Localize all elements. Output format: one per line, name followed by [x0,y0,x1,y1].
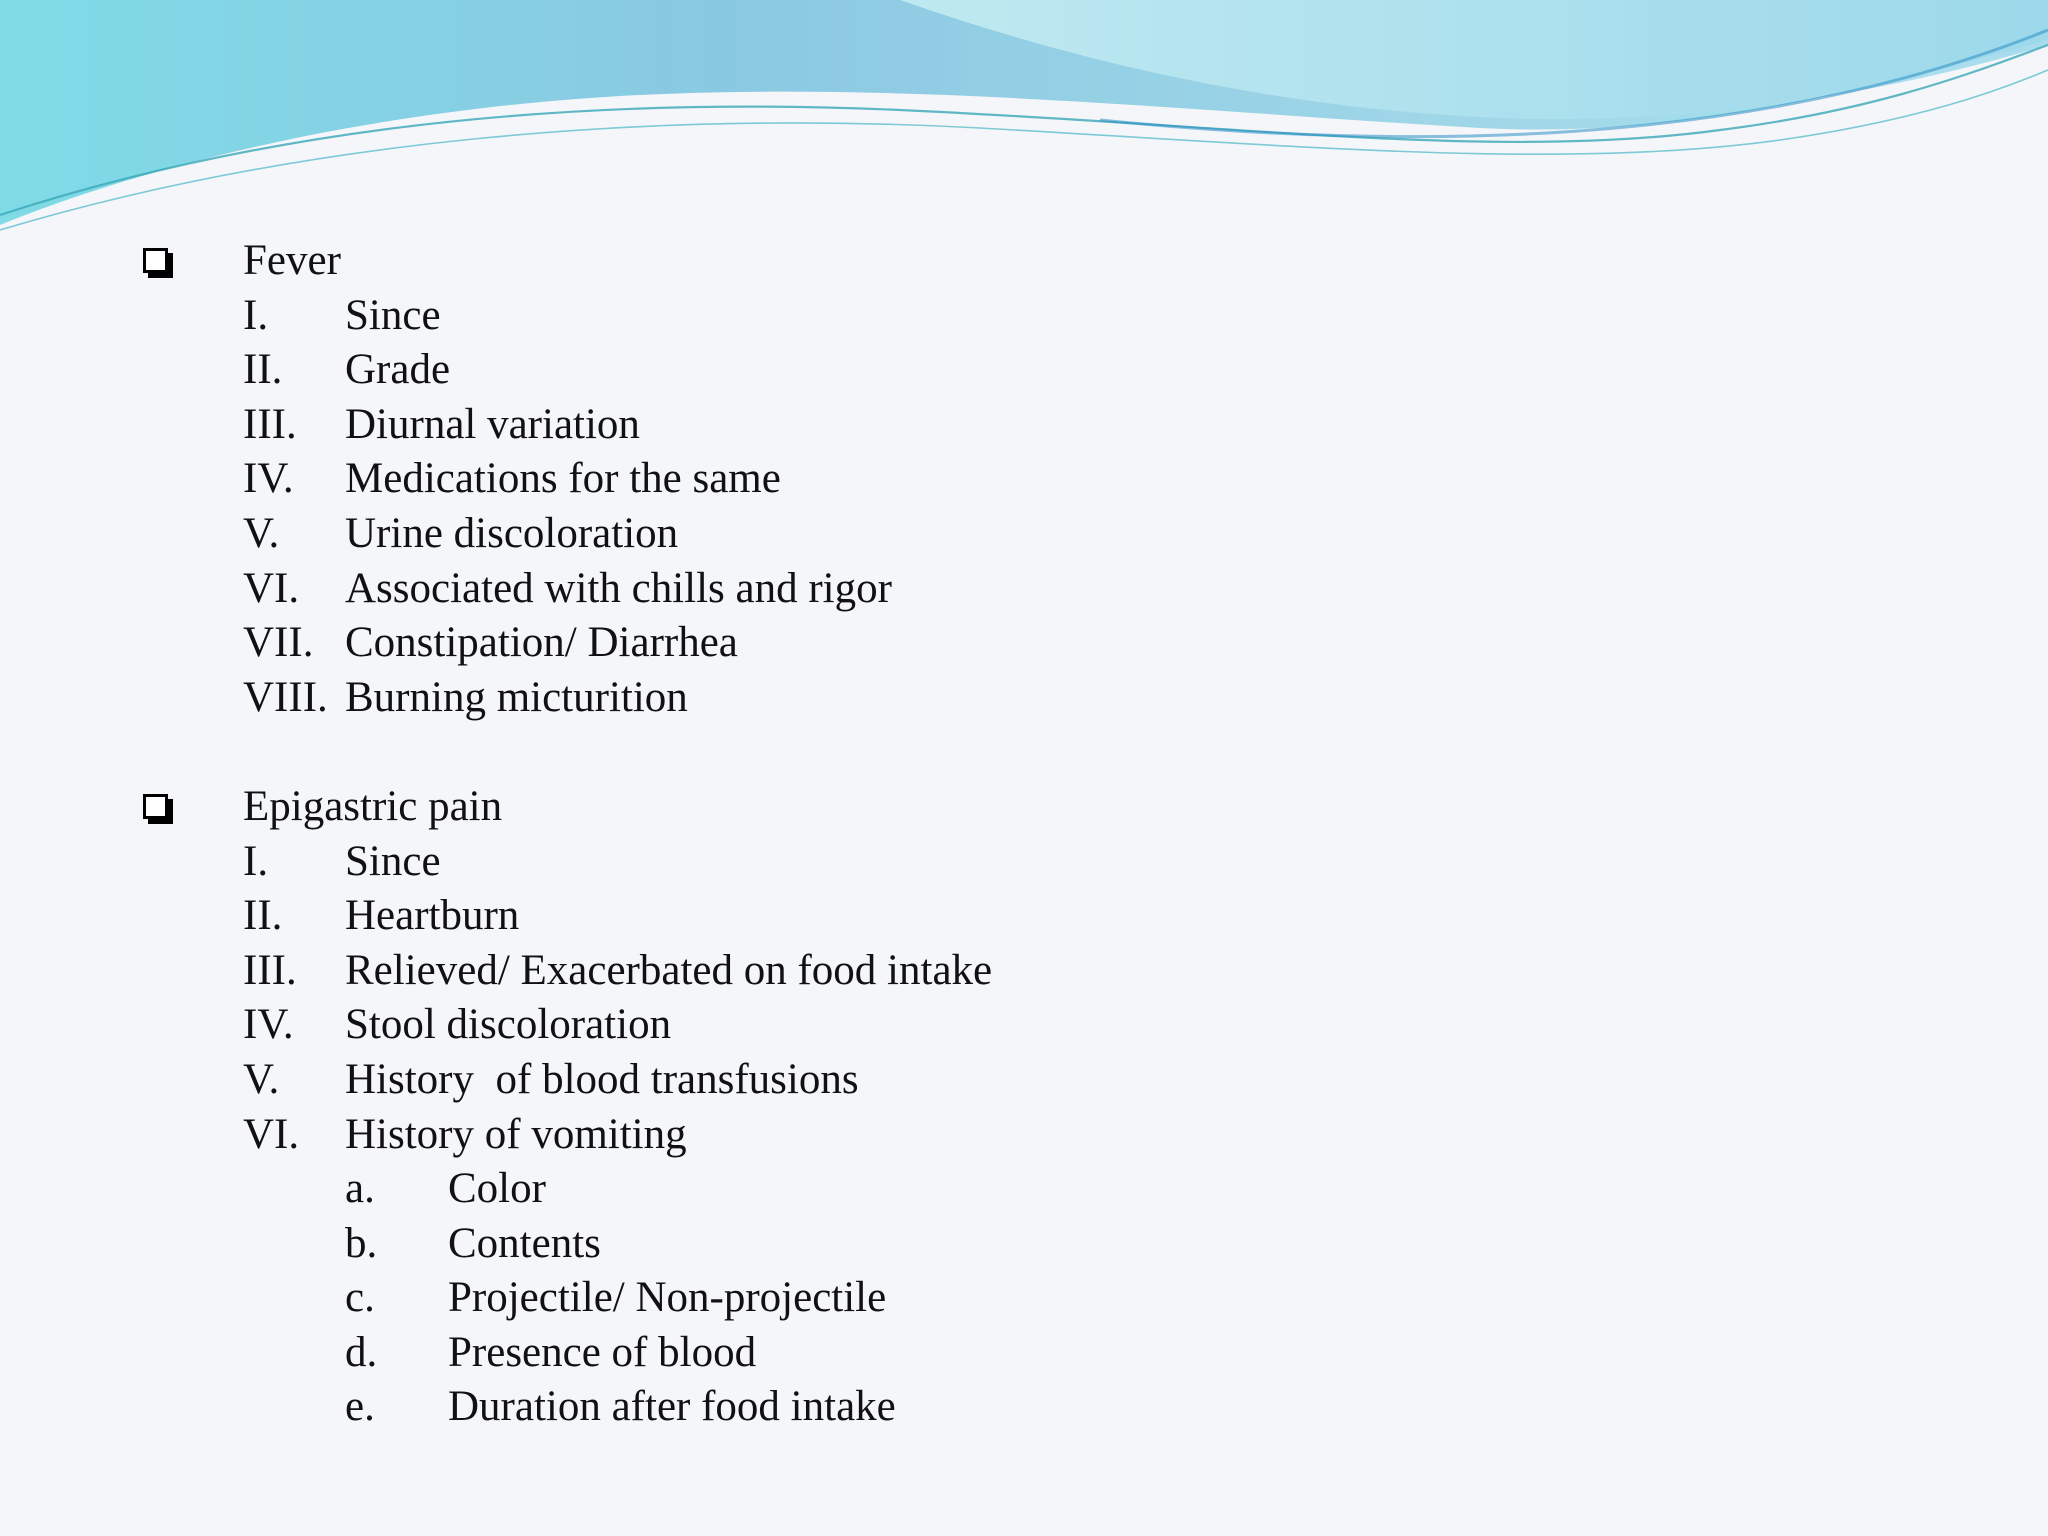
list-item-text: Grade [345,346,451,394]
list-item-text: History of vomiting [345,1110,687,1158]
roman-numeral: IV. [243,455,294,503]
roman-numeral: VIII. [243,673,328,721]
sub-item-letter: b. [345,1219,378,1267]
sub-item-text: Projectile/ Non-projectile [448,1274,887,1322]
sub-item-text: Duration after food intake [448,1383,896,1431]
list-item-text: Associated with chills and rigor [345,564,892,612]
list-item-text: Relieved/ Exacerbated on food intake [345,946,993,994]
sub-item-text: Presence of blood [448,1328,757,1376]
roman-numeral: I. [243,837,269,885]
hollow-square-bullet-icon [143,794,168,819]
roman-numeral: VII. [243,619,314,667]
list-item-text: Diurnal variation [345,400,640,448]
roman-numeral: II. [243,346,283,394]
roman-numeral: VI. [243,1110,300,1158]
sub-item-text: Color [448,1165,546,1213]
list-item-text: Medications for the same [345,455,781,503]
list-item-text: Burning micturition [345,673,688,721]
section-title: Epigastric pain [243,782,503,830]
sub-item-letter: c. [345,1274,375,1322]
list-item-text: Heartburn [345,892,520,940]
roman-numeral: V. [243,1055,280,1103]
sub-item-letter: e. [345,1383,375,1431]
roman-numeral: I. [243,291,269,339]
sub-item-letter: a. [345,1165,375,1213]
section-title: Fever [243,237,341,284]
sub-item-text: Contents [448,1219,601,1267]
list-item-text: Urine discoloration [345,509,679,557]
roman-numeral: III. [243,946,297,994]
roman-numeral: VI. [243,564,300,612]
list-item-text: Since [345,837,441,885]
roman-numeral: IV. [243,1001,294,1049]
list-item-text: History of blood transfusions [345,1055,859,1103]
list-item-text: Constipation/ Diarrhea [345,619,738,667]
roman-numeral: II. [243,892,283,940]
header-wave-decoration [0,0,2048,240]
hollow-square-bullet-icon [143,248,168,273]
roman-numeral: III. [243,400,297,448]
list-item-text: Stool discoloration [345,1001,672,1049]
roman-numeral: V. [243,509,280,557]
sub-item-letter: d. [345,1328,378,1376]
list-item-text: Since [345,291,441,339]
